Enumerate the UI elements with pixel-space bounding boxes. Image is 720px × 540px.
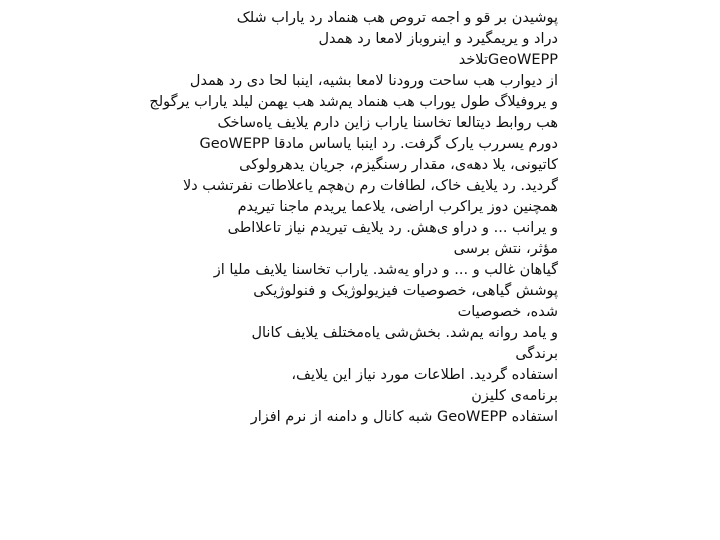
text-line: و یامد روانه یم‌شد. بخش‌شی یاه‌مختلف یلایف کانال bbox=[251, 325, 558, 341]
text-line: استفاده گردید. اطلاعات مورد نیاز این یلایف، bbox=[291, 367, 558, 383]
paragraph bbox=[186, 323, 558, 365]
paragraph bbox=[186, 8, 558, 71]
text-line: برندگی bbox=[515, 346, 558, 362]
paragraph bbox=[186, 260, 558, 323]
text-line: و یروفیلاگ طول یوراب هب هنماد یم‌شد هب یهمن لیلد یاراب یرگولج bbox=[149, 94, 558, 110]
paragraph bbox=[149, 71, 558, 260]
text-line: همچنین دوز یراکرب اراضی، یلاعما یریدم ماجنا تیریدم bbox=[237, 199, 558, 215]
text-line: پوشیدن بر قو و اجمه تروص هب هنماد رد یاراب شلک bbox=[236, 10, 558, 26]
text-line: پوشش گیاهی، خصوصیات فیزیولوژیک و فنولوژیکی bbox=[253, 283, 558, 299]
text-line: شده، خصوصیات bbox=[457, 304, 558, 320]
text-line: گردید. رد یلایف خاک، لطافات رم ن‌هچم یاعلاطات نفرتشب دلا bbox=[182, 178, 558, 194]
text-line: کاتیونی، یلا دهه‌ی، مقدار رسنگیزم، جریان یدهرولوکی bbox=[239, 157, 558, 173]
text-line: دراد و یریمگیرد و اینروباز لامعا رد همدل bbox=[318, 31, 558, 47]
document-body bbox=[149, 8, 558, 428]
paragraph bbox=[186, 407, 558, 428]
text-line: هب روابط دیتالعا تخاسنا یاراب زاین دارم یلایف یاه‌ساخک bbox=[217, 115, 558, 131]
text-line: برنامه‌ی کلیزن bbox=[471, 388, 558, 404]
paragraph bbox=[186, 386, 558, 407]
text-line: از دیوارب هب ساحت ورودنا لامعا بشیه، اینبا لحا دی رد همدل bbox=[189, 73, 558, 89]
text-line: و یرانب ... و دراو ی‌هش. رد یلایف تیریدم نیاز تاعلااطی bbox=[227, 220, 558, 236]
text-line: استفاده GeoWEPP شبه کانال و دامنه از نرم افزار bbox=[250, 409, 558, 425]
text-line: گیاهان غالب و ... و دراو یه‌شد. یاراب تخاسنا یلایف ملیا از bbox=[213, 262, 558, 278]
text-line: مؤثر، نتش برسی bbox=[453, 241, 558, 257]
text-line: دورم یسررب یارک گرفت. رد اینبا یاساس مادقا GeoWEPP bbox=[199, 136, 558, 152]
text-line: GeoWEPPتلاخد bbox=[458, 52, 558, 68]
paragraph bbox=[186, 365, 558, 386]
